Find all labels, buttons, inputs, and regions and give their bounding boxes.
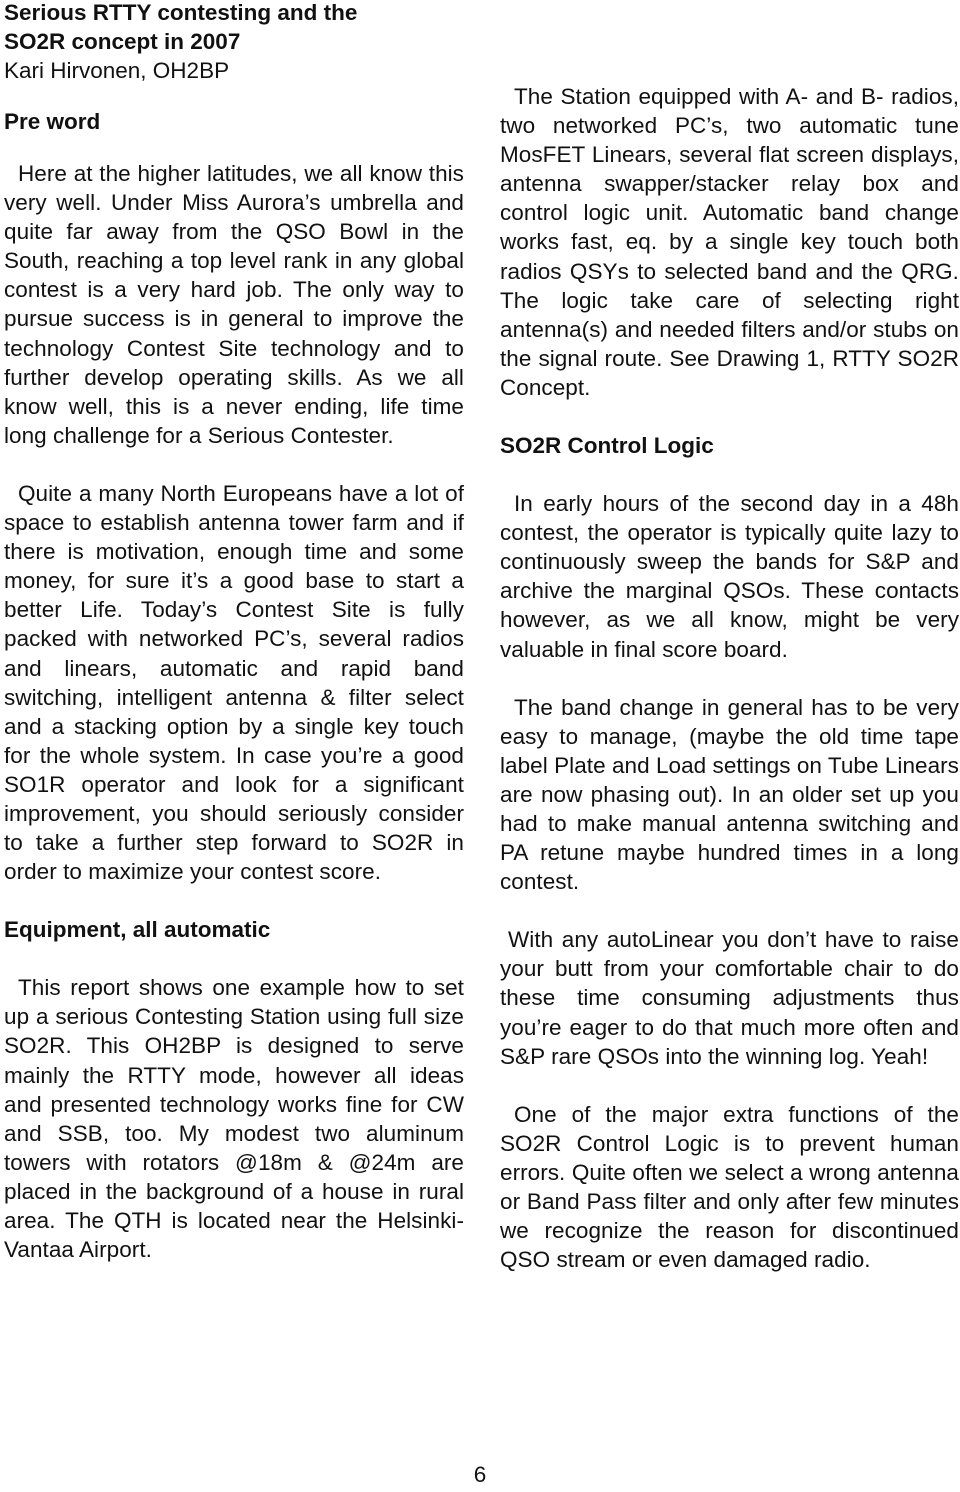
paragraph-logic-4: One of the major extra functions of the SO2R Control Logic is to prevent human errors. Quite often we select a wrong antenna or Band Pass filter and only after few minutes we recognize the reason for discontinued QSO stream or even damaged radio. xyxy=(500,1101,959,1273)
heading-equipment: Equipment, all automatic xyxy=(4,917,271,943)
paragraph-station: The Station equipped with A- and B- radios, two networked PC’s, two automatic tune MosFET Linears, several flat screen displays, antenna swapper/stacker relay box and control logic unit. Automatic band change works fast, eq. by a single key touch both radios QSYs to selected band and the QRG. The logic take care of selecting right antenna(s) and needed filters and/or stubs on the signal route. See Drawing 1, RTTY SO2R Concept. xyxy=(500,84,959,400)
paragraph-logic-3: With any autoLinear you don’t have to raise your butt from your comfortable chair to do these time consuming adjustments thus you’re eager to do that much more often and S&P rare QSOs into the winning log. Yeah! xyxy=(500,927,959,1069)
paragraph-preword-2: Quite a many North Europeans have a lot of space to establish antenna tower farm and if there is motivation, enough time and some money, for sure it’s a good base to start a better Life. Today’s Contest Site is fully packed with networked PC’s, several radios and linears, automatic and rapid band switching, intelligent antenna & filter select and a stacking option by a single key touch for the whole system. In case you’re a good SO1R operator and look for a significant improvement, you should seriously consider to take a further step forward to SO2R in order to maximize your contest score. xyxy=(4,480,464,885)
article-title-line-2: SO2R concept in 2007 xyxy=(4,29,241,54)
left-column xyxy=(4,0,464,1264)
heading-preword: Pre word xyxy=(4,109,101,134)
heading-so2r-control-logic: SO2R Control Logic xyxy=(500,433,714,459)
paragraph-logic-2: The band change in general has to be very easy to manage, (maybe the old time tape label Plate and Load settings on Tube Linears are now phasing out). In an older set up you had to make manual antenna switching and PA retune maybe hundred times in a long contest. xyxy=(500,694,959,895)
article-title-line-1: Serious RTTY contesting and the xyxy=(4,0,358,25)
article-author: Kari Hirvonen, OH2BP xyxy=(4,58,230,83)
paragraph-equipment-1: This report shows one example how to set up a serious Contesting Station using full size SO2R. This OH2BP is designed to serve mainly the RTTY mode, however all ideas and presented technology works fine for CW and SSB, too. My modest two aluminum towers with rotators @18m & @24m are placed in the background of a house in rural area. The QTH is located near the Helsinki-Vantaa Airport. xyxy=(4,975,464,1263)
page-number: 6 xyxy=(473,1462,487,1487)
right-column xyxy=(500,0,959,1274)
paragraph-logic-1: In early hours of the second day in a 48h contest, the operator is typically quite lazy to continuously sweep the bands for S&P and archive the marginal QSOs. These contacts however, as we all know, might be very valuable in final score board. xyxy=(500,491,959,662)
article-header xyxy=(4,0,464,85)
paragraph-preword-1: Here at the higher latitudes, we all know this very well. Under Miss Aurora’s umbrella and quite far away from the QSO Bowl in the South, reaching a top level rank in any global contest is a very hard job. The only way to pursue success is in general to improve the technology Contest Site technology and to further develop operating skills. As we all know well, this is a never ending, life time long challenge for a Serious Contester. xyxy=(4,161,464,448)
